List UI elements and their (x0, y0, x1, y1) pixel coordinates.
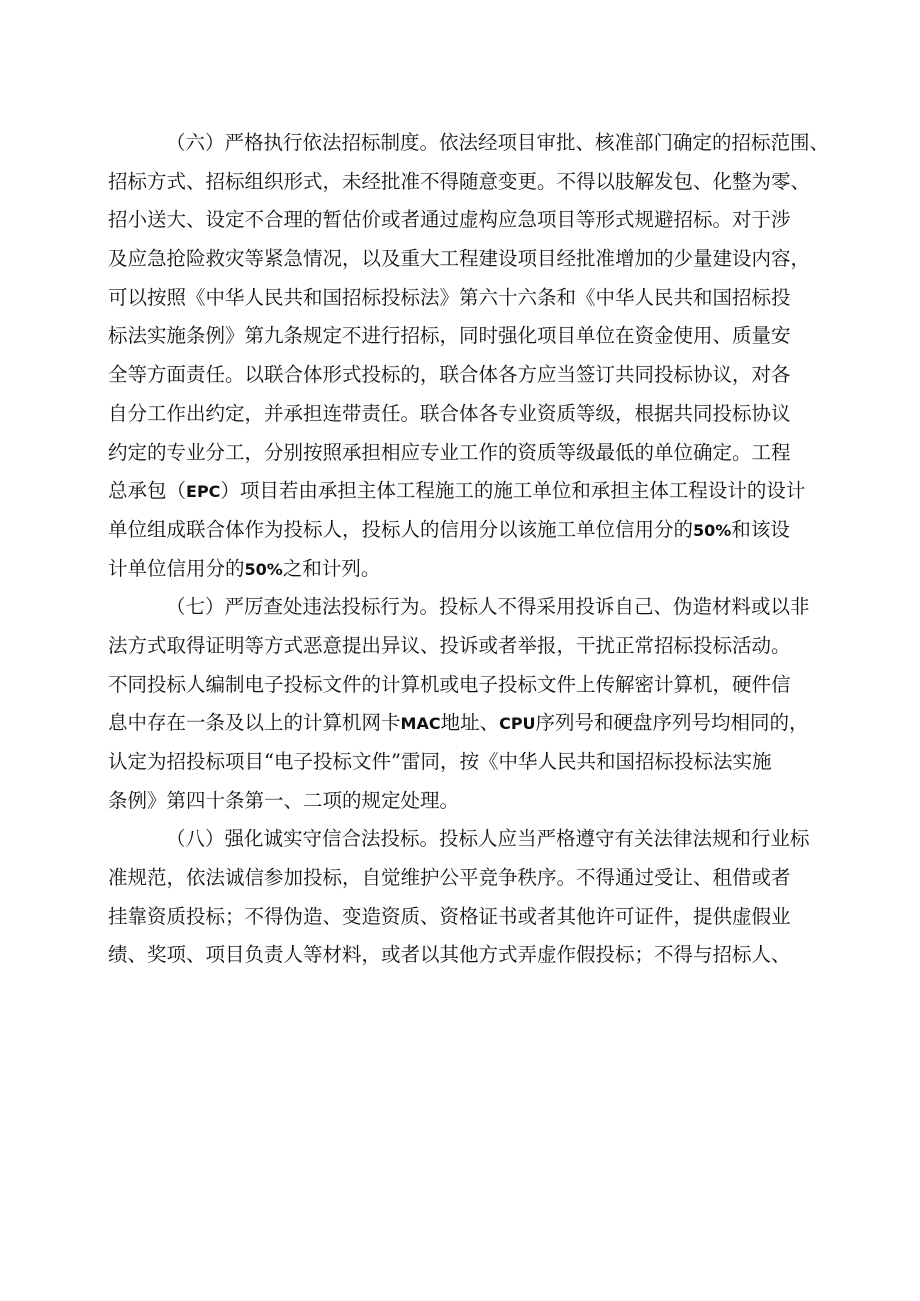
text-segment: 之和计列。 (282, 556, 381, 580)
text-segment: 息中存在一条及以上的计算机网卡 (108, 711, 401, 735)
paragraph-6-line-4: 及应急抢险救灾等紧急情况，以及重大工程建设项目经批准增加的少量建设内容， (108, 247, 811, 271)
paragraph-6-line-6: 标法实施条例》第九条规定不进行招标，同时强化项目单位在资金使用、质量安 (108, 324, 791, 348)
paragraph-8-line-3: 挂靠资质投标；不得伪造、变造资质、资格证书或者其他许可证件，提供虚假业 (108, 904, 791, 928)
text-segment-bold: 50% (693, 520, 732, 540)
text-segment: 序列号和硬盘序列号均相同的， (535, 711, 809, 735)
paragraph-6-line-10 (108, 472, 838, 511)
text-segment: ）项目若由承担主体工程施工的施工单位和承担主体工程设计的设计 (220, 479, 806, 503)
text-segment-bold: 50% (244, 559, 283, 579)
paragraph-6-line-3: 招小送大、设定不合理的暂估价或者通过虚构应急项目等形式规避招标。对于涉 (108, 208, 791, 232)
paragraph-6-line-5: 可以按照《中华人民共和国招标投标法》第六十六条和《中华人民共和国招标投 (108, 285, 791, 309)
text-segment: 单位组成联合体作为投标人，投标人的信用分以该施工单位信用分的 (108, 517, 694, 541)
text-segment: 总承包（ (108, 479, 187, 503)
paragraph-7-line-2: 法方式取得证明等方式恶意提出异议、投诉或者举报，干扰正常招标投标活动。 (108, 633, 791, 657)
paragraph-7-line-3: 不同投标人编制电子投标文件的计算机或电子投标文件上传解密计算机，硬件信 (108, 672, 791, 696)
paragraph-6-line-1: （六）严格执行依法招标制度。依法经项目审批、核准部门确定的招标范围、 (166, 131, 830, 154)
document-body (108, 124, 838, 975)
text-segment-bold: EPC (186, 482, 221, 502)
text-segment-bold: CPU (499, 714, 536, 734)
paragraph-7-line-6: 条例》第四十条第一、二项的规定处理。 (108, 788, 460, 812)
text-segment-bold: MAC (400, 714, 441, 734)
paragraph-6-line-2: 招标方式、招标组织形式，未经批准不得随意变更。不得以肢解发包、化整为零、 (108, 169, 811, 193)
paragraph-6-line-8: 自分工作出约定，并承担连带责任。联合体各专业资质等级，根据共同投标协议 (108, 401, 791, 425)
text-segment: 和该设 (731, 517, 790, 541)
paragraph-6-line-9: 约定的专业分工，分别按照承担相应专业工作的资质等级最低的单位确定。工程 (108, 440, 791, 464)
paragraph-6-line-7: 全等方面责任。以联合体形式投标的，联合体各方应当签订共同投标协议，对各 (108, 363, 791, 387)
paragraph-7-line-1: （七）严厉查处违法投标行为。投标人不得采用投诉自己、伪造材料或以非 (166, 595, 810, 619)
paragraph-6-line-11 (108, 511, 838, 550)
text-segment: 地址、 (440, 711, 500, 735)
paragraph-7-line-4 (108, 704, 838, 743)
text-segment: 计单位信用分的 (108, 556, 245, 580)
paragraph-8-line-1: （八）强化诚实守信合法投标。投标人应当严格遵守有关法律法规和行业标 (166, 827, 810, 851)
paragraph-7-line-5: 认定为招投标项目“电子投标文件”雷同，按《中华人民共和国招标投标法实施 (108, 750, 772, 773)
paragraph-8-line-2: 准规范，依法诚信参加投标，自觉维护公平竞争秩序。不得通过受让、租借或者 (108, 866, 791, 890)
paragraph-8-line-4: 绩、奖项、项目负责人等材料，或者以其他方式弄虚作假投标；不得与招标人、 (108, 943, 791, 967)
paragraph-6-line-12 (108, 550, 838, 589)
